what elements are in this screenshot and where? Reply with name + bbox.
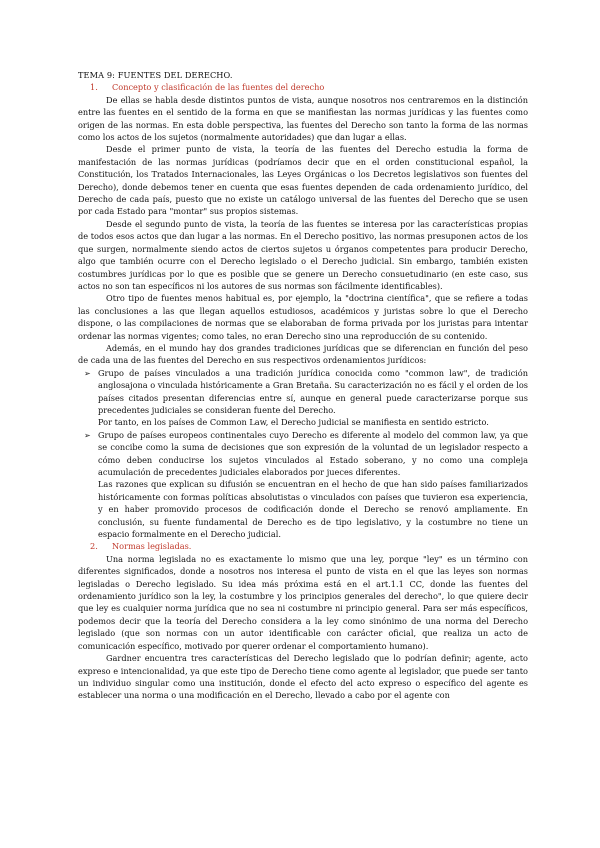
list-item-text: Por tanto, en los países de Common Law, el Derecho judicial se manifiesta en sentido estricto. bbox=[98, 417, 489, 428]
list-item-text: Las razones que explican su difusión se encuentran en el hecho de que han sido países familiarizados históricamente con formas políticas absolutistas o vinculados con países que tuvieron esa experiencia, y en haber promovido procesos de codificación donde el Derecho se renovó ampliamente. En conclusión, su fuente fundamental de Derecho es de tipo legislativo, y la costumbre no tiene un espacio formalmente en el Derecho judicial. bbox=[98, 479, 528, 540]
arrow-bullet-icon: ➢ bbox=[84, 367, 91, 378]
list-item-text: Grupo de países europeos continentales cuyo Derecho es diferente al modelo del common law, ya que se concibe como la suma de decisiones que son expresión de la voluntad de un legislador respecto a cómo deben conducirse los sujetos vinculados al Estado soberano, y no como una compleja acumulación de precedentes judiciales elaborados por jueces diferentes. bbox=[98, 429, 528, 477]
section-1-number: 1. bbox=[90, 82, 98, 93]
paragraph: De ellas se habla desde distintos puntos de vista, aunque nosotros nos centraremos en la distinción entre las fuentes en el sentido de la forma en que se manifiestan las normas jurídicas y las fuentes como origen de las normas. En esta doble perspectiva, las fuentes del Derecho son tanto la forma de las normas como los actos de los sujetos (normalmente autoridades) que dan lugar a ellas. bbox=[78, 94, 528, 143]
list-item-text: Grupo de países vinculados a una tradición jurídica conocida como "common law", de tradición anglosajona o vinculada históricamente a Gran Bretaña. Su caracterización no es fácil y el orden de los países citados presentan diferencias entre sí, aunque en general puede caracterizarse porque sus precedentes judiciales se consideran fuente del Derecho. bbox=[98, 367, 528, 415]
arrow-bullet-icon: ➢ bbox=[84, 429, 91, 440]
list-item-body bbox=[98, 429, 528, 541]
paragraph: Una norma legislada no es exactamente lo mismo que una ley, porque "ley" es un término con diferentes significados, donde a nosotros nos interesa el punto de vista en el que las leyes son normas legisladas o Derecho legislado. Su idea más próxima está en el art.1.1 CC, donde las fuentes del ordenamiento jurídico son la ley, la costumbre y los principios generales del derecho", lo que quiere decir que ley es cualquier norma jurídica que no sea ni costumbre ni principio general. Para ser más específicos, podemos decir que la teoría del Derecho considera a la ley como sinónimo de una norma del Derecho legislado (que son normas con un autor identificable con carácter oficial, que realiza un acto de comunicación específico, motivado por querer ordenar el comportamiento humano). bbox=[78, 553, 528, 651]
section-2-title: Normas legisladas. bbox=[112, 541, 192, 552]
list-item bbox=[78, 429, 528, 541]
document-page bbox=[78, 69, 528, 702]
paragraph: Gardner encuentra tres características del Derecho legislado que lo podrían definir; agente, acto expreso e intencionalidad, ya que este tipo de Derecho tiene como agente al legislador, que puede ser tanto un individuo singular como una institución, donde el efecto del acto expreso o específico del agente es establecer una norma o una modificación en el Derecho, llevado a cabo por el agente con bbox=[78, 653, 528, 701]
document-title: TEMA 9: FUENTES DEL DERECHO. bbox=[78, 70, 233, 80]
paragraph: Desde el segundo punto de vista, la teoría de las fuentes se interesa por las características propias de todos esos actos que dan lugar a las normas. En el Derecho positivo, las normas presuponen actos de los que surgen, normalmente siendo actos de ciertos sujetos u órganos competentes para producir Derecho, algo que también ocurre con el Derecho legislado o el Derecho judicial. Sin embargo, también existen costumbres jurídicas por lo que es posible que se genere un Derecho consuetudinario (en este caso, sus actos no son tan específicos ni los autores de sus normas son fácilmente identificables). bbox=[78, 218, 528, 291]
paragraph: Desde el primer punto de vista, la teoría de las fuentes del Derecho estudia la forma de manifestación de las normas jurídicas (podríamos decir que en el orden constitucional español, la Constitución, los Tratados Internacionales, las Leyes Orgánicas o los Decretos legislativos son fuentes del Derecho), donde debemos tener en cuenta que esas fuentes dependen de cada ordenamiento jurídico, del Derecho de cada país, puesto que no existe un catálogo universal de las fuentes del Derecho que se usen por cada Estado para "montar" sus propios sistemas. bbox=[78, 144, 528, 217]
list-item bbox=[78, 367, 528, 429]
list-item-body bbox=[98, 367, 528, 429]
section-2-number: 2. bbox=[90, 541, 98, 552]
section-1-title: Concepto y clasificación de las fuentes del derecho bbox=[112, 82, 325, 93]
paragraph: Además, en el mundo hay dos grandes tradiciones jurídicas que se diferencian en función del peso de cada una de las fuentes del Derecho en sus respectivos ordenamientos jurídicos: bbox=[78, 342, 528, 366]
bullet-list bbox=[78, 367, 528, 541]
section-1-heading bbox=[78, 81, 528, 93]
paragraph: Otro tipo de fuentes menos habitual es, por ejemplo, la "doctrina científica", que se refiere a todas las conclusiones a las que llegan aquellos estudiosos, académicos y juristas sobre lo que el Derecho dispone, o las compilaciones de normas que se elaboraban de forma privada por los juristas para intentar ordenar las normas vigentes; como tales, no eran Derecho sino una reproducción de su contenido. bbox=[78, 293, 528, 341]
section-2-heading bbox=[78, 540, 528, 552]
